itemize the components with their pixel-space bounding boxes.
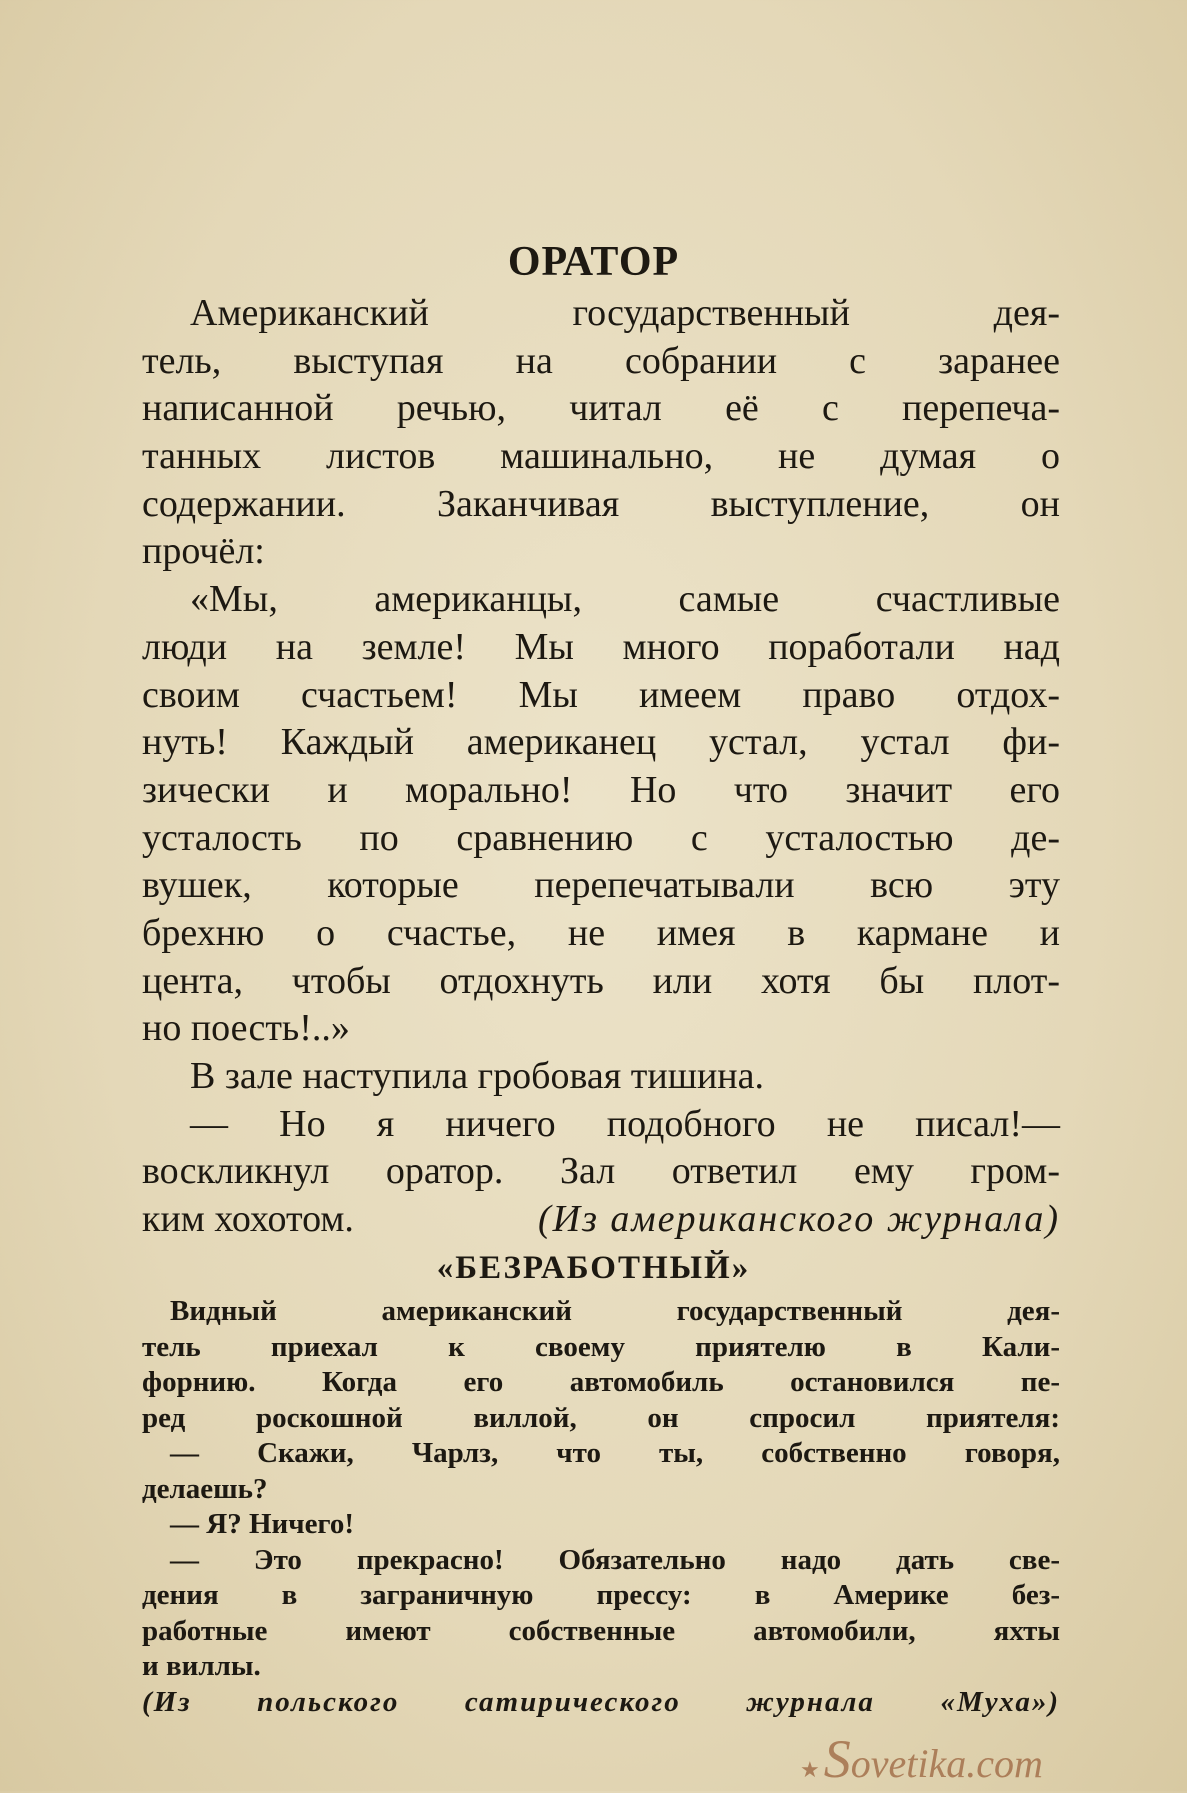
text-line: Американский государственный дея-: [190, 292, 1060, 334]
source-attribution: (Из американского журнала): [538, 1198, 1060, 1241]
text-line: зически и морально! Но что значит его: [142, 768, 1060, 811]
text-line: прочёл:: [142, 530, 265, 573]
story-unemployed-body: [142, 1294, 1060, 1720]
text-line: танных листов машинально, не думая о: [142, 435, 1060, 478]
text-line-with-source: [142, 1196, 1060, 1244]
text-line: написанной речью, читал её с перепеча-: [142, 387, 1060, 430]
text-line: «Мы, американцы, самые счастливые: [190, 578, 1060, 621]
watermark-s: S: [823, 1729, 851, 1789]
text-line: тель приехал к своему приятелю в Кали-: [142, 1330, 1060, 1363]
story-title-unemployed: «БЕЗРАБОТНЫЙ»: [436, 1250, 751, 1286]
story-title-orator: ОРАТОР: [507, 239, 680, 285]
source-attribution: (Из польского сатирического журнала «Муха»): [142, 1685, 1060, 1718]
text-line: дения в заграничную прессу: в Америке без-: [142, 1579, 1060, 1611]
text-line: ким хохотом.: [142, 1198, 354, 1241]
text-line: — Но я ничего подобного не писал!—: [190, 1102, 1060, 1145]
text-line: усталость по сравнению с усталостью де-: [142, 816, 1060, 859]
text-line: цента, чтобы отдохнуть или хотя бы плот-: [142, 959, 1060, 1002]
text-line: содержании. Заканчивая выступление, он: [142, 482, 1060, 525]
text-line: брехню о счастье, не имея в кармане и: [142, 911, 1060, 954]
text-line: своим счастьем! Мы имеем право отдох-: [142, 673, 1060, 716]
watermark-text: ovetika.com: [850, 1741, 1043, 1786]
star-icon: ★: [800, 1757, 820, 1782]
text-line: работные имеют собственные автомобили, яхты: [142, 1614, 1060, 1647]
text-line: но поесть!..»: [142, 1007, 350, 1050]
text-line: В зале наступила гробовая тишина.: [190, 1055, 765, 1097]
text-line: делаешь?: [142, 1472, 268, 1505]
text-line: Видный американский государственный дея-: [170, 1295, 1060, 1327]
text-line: вушек, которые перепечатывали всю эту: [142, 864, 1060, 907]
story-orator-body: [142, 290, 1060, 1244]
text-line: и виллы.: [142, 1650, 261, 1682]
text-line: форнию. Когда его автомобиль остановился пе-: [142, 1366, 1060, 1398]
text-line: люди на земле! Мы много поработали над: [142, 625, 1060, 668]
text-line: тель, выступая на собрании с заранее: [142, 339, 1060, 382]
text-line: нуть! Каждый американец устал, устал фи-: [142, 721, 1060, 764]
text-line: ред роскошной виллой, он спросил приятеля:: [142, 1401, 1060, 1434]
text-line: — Я? Ничего!: [170, 1508, 355, 1540]
text-line: воскликнул оратор. Зал ответил ему гром-: [142, 1150, 1060, 1193]
text-line: — Скажи, Чарлз, что ты, собственно говоря,: [170, 1437, 1060, 1469]
sovetika-watermark-logo: [800, 1730, 1043, 1788]
text-line: — Это прекрасно! Обязательно надо дать све-: [170, 1543, 1060, 1576]
